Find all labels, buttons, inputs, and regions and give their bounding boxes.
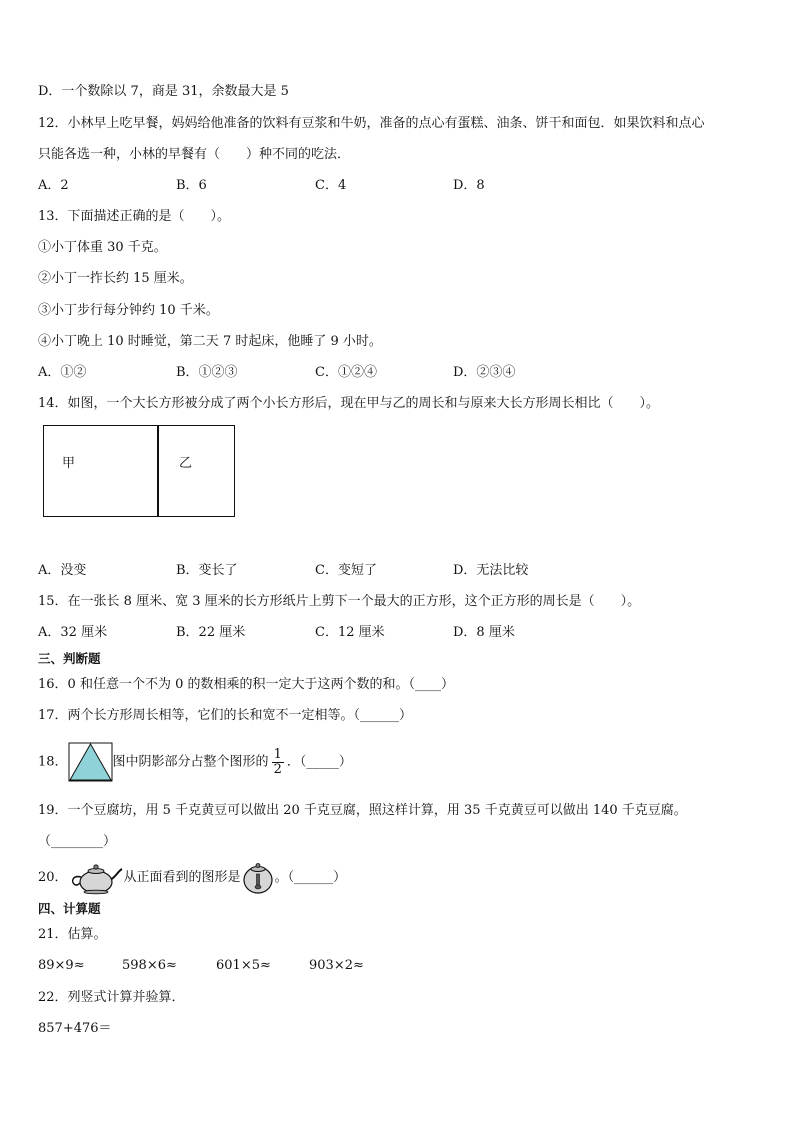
q21-item-1: 89×9≈ — [38, 958, 85, 973]
q15-option-d[interactable]: D．8 厘米 — [453, 625, 515, 640]
q22-item: 857+476＝ — [38, 1021, 112, 1036]
teapot-side-view-icon — [68, 861, 124, 895]
q14-rectangle-figure — [43, 425, 235, 517]
teapot-front-view-icon — [241, 861, 275, 895]
q19-stem-line2: （________） — [38, 834, 117, 849]
q20-tail: 。（______） — [274, 870, 347, 885]
q19-stem-line1: 19．一个豆腐坊，用 5 千克黄豆可以做出 20 千克豆腐，照这样计算，用 35 千克黄豆可以做出 140 千克豆腐。 — [38, 803, 687, 818]
section-3-title: 三、判断题 — [38, 651, 101, 666]
q14-option-c[interactable]: C．变短了 — [315, 563, 377, 578]
q22-stem: 22．列竖式计算并验算． — [38, 990, 185, 1005]
q18-tail: ．（_____） — [286, 754, 352, 770]
q14-option-d[interactable]: D．无法比较 — [453, 563, 529, 578]
q18-line — [38, 742, 352, 782]
q12-stem-line1: 12．小林早上吃早餐，妈妈给他准备的饮料有豆浆和牛奶，准备的点心有蛋糕、油条、饼干和面包．如果饮料和点心 — [38, 116, 705, 131]
q21-item-4: 903×2≈ — [309, 958, 364, 973]
q13-statement-4: ④小丁晚上 10 时睡觉，第二天 7 时起床，他睡了 9 小时。 — [38, 334, 382, 349]
fraction-numerator: 1 — [273, 746, 282, 762]
q13-statement-2: ②小丁一拃长约 15 厘米。 — [38, 271, 193, 286]
fraction-denominator: 2 — [273, 761, 282, 777]
q15-option-b[interactable]: B．22 厘米 — [176, 625, 246, 640]
q18-text: 图中阴影部分占整个图形的 — [112, 754, 269, 770]
q18-number: 18． — [38, 754, 68, 770]
q14-divider-line — [157, 425, 159, 517]
q13-option-c[interactable]: C．①②④ — [315, 365, 377, 380]
q12-option-c[interactable]: C．4 — [315, 178, 347, 193]
q15-stem: 15．在一张长 8 厘米、宽 3 厘米的长方形纸片上剪下一个最大的正方形，这个正方形的周长是（ ）。 — [38, 594, 641, 609]
q12-option-a[interactable]: A．2 — [38, 178, 69, 193]
q21-stem: 21．估算。 — [38, 927, 107, 942]
q21-item-2: 598×6≈ — [122, 958, 177, 973]
section-4-title: 四、计算题 — [38, 901, 101, 916]
q20-number: 20． — [38, 870, 68, 885]
q13-statement-1: ①小丁体重 30 千克。 — [38, 240, 167, 255]
q14-stem: 14．如图，一个大长方形被分成了两个小长方形后，现在甲与乙的周长和与原来大长方形周长相比（ ）。 — [38, 396, 660, 411]
q12-option-b[interactable]: B．6 — [176, 178, 207, 193]
q17-text: 17．两个长方形周长相等，它们的长和宽不一定相等。（______） — [38, 708, 413, 723]
q13-option-b[interactable]: B．①②③ — [176, 365, 238, 380]
q14-label-yi: 乙 — [179, 456, 193, 471]
q13-option-d[interactable]: D．②③④ — [453, 365, 516, 380]
q13-option-a[interactable]: A．①② — [38, 365, 87, 380]
q13-stem: 13．下面描述正确的是（ ）。 — [38, 209, 231, 224]
triangle-in-square-icon — [68, 742, 113, 782]
q12-option-d[interactable]: D．8 — [453, 178, 485, 193]
q15-option-c[interactable]: C．12 厘米 — [315, 625, 385, 640]
fraction-one-half — [272, 748, 284, 777]
q12-stem-line2: 只能各选一种，小林的早餐有（ ）种不同的吃法． — [38, 147, 351, 162]
q16-text: 16．0 和任意一个不为 0 的数相乘的积一定大于这两个数的和。（____） — [38, 677, 454, 692]
q14-label-jia: 甲 — [62, 456, 76, 471]
q11-option-d: D．一个数除以 7，商是 31，余数最大是 5 — [38, 84, 289, 99]
q14-option-a[interactable]: A．没变 — [38, 563, 87, 578]
q20-text: 从正面看到的图形是 — [123, 870, 241, 885]
q15-option-a[interactable]: A．32 厘米 — [38, 625, 108, 640]
q20-line — [38, 860, 346, 896]
q14-option-b[interactable]: B．变长了 — [176, 563, 238, 578]
q21-item-3: 601×5≈ — [216, 958, 271, 973]
q13-statement-3: ③小丁步行每分钟约 10 千米。 — [38, 303, 219, 318]
